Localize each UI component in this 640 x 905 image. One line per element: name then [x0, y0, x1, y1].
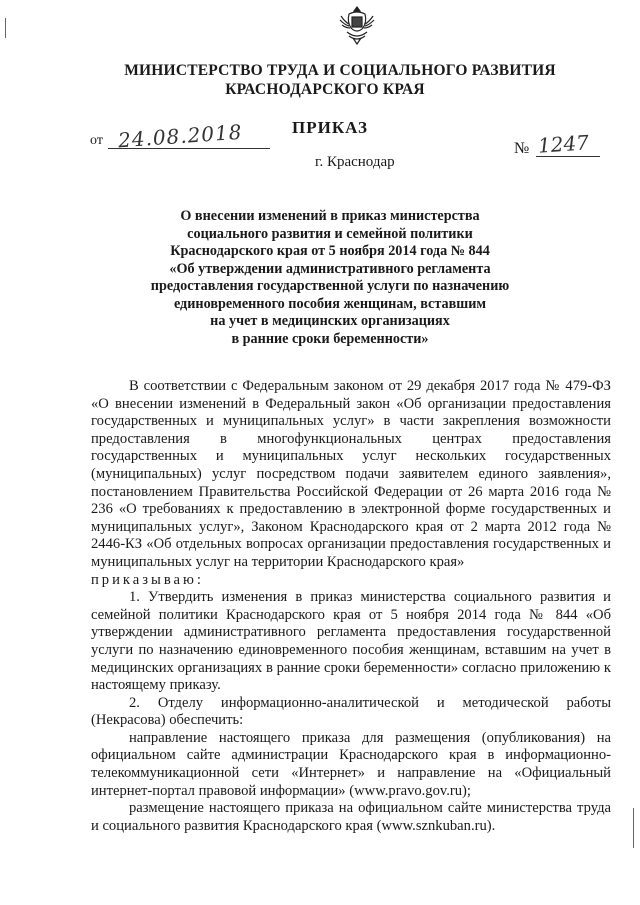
order-title: ПРИКАЗ	[292, 118, 368, 137]
order-body	[91, 378, 611, 835]
subject-line: на учет в медицинских организациях	[210, 313, 450, 329]
scan-margin-mark	[5, 18, 6, 38]
order-word: приказываю:	[91, 571, 204, 588]
order-subject	[140, 208, 520, 348]
item-2a-paragraph: направление настоящего приказа для размещения (опубликования) на официальном сайте администрации Краснодарского края в информационно-телекоммуникационной сети «Интернет» и направление на «Официальный интернет-портал правовой информации» (www.pravo.gov.ru);	[91, 729, 611, 799]
date-underline	[108, 148, 270, 149]
subject-line: единовременного пособия женщинам, вставшим	[173, 295, 487, 312]
handwritten-order-number: 1247	[537, 130, 590, 158]
preamble-text: В соответствии с Федеральным законом от 29 декабря 2017 года № 479-ФЗ «О внесении изменений в Федеральный закон «Об организации предоставления государственных и муниципальных услуг» в части закрепления возможности предоставления в многофункциональных центрах предоставления государственных и муниципальных услуг нескольких государственных (муниципальных) услуг посредством подачи заявителем единого заявления», постановлением Правительства Российской Федерации от 26 марта 2016 года № 236 «О требованиях к предоставлению в электронной форме государственных и муниципальных услуг», Законом Краснодарского края от 2 марта 2012 года № 2446-КЗ «Об отдельных вопросах организации предоставления государственных и муниципальных услуг на территории Краснодарского края»	[91, 378, 611, 570]
subject-line: О внесении изменений в приказ министерства	[180, 208, 480, 224]
date-prefix: от	[90, 133, 103, 148]
order-word-paragraph	[91, 572, 611, 590]
number-prefix: №	[514, 140, 530, 157]
handwritten-date: 24.08.2018	[117, 119, 244, 153]
item-2-paragraph: 2. Отделу информационно-аналитической и методической работы (Некрасова) обеспечить:	[91, 694, 611, 729]
scan-margin-mark	[633, 808, 634, 848]
item-2b-paragraph: размещение настоящего приказа на официальном сайте министерства труда и социального развития Краснодарского края (www.sznkuban.ru).	[91, 800, 611, 834]
coat-of-arms-emblem	[335, 4, 379, 48]
ministry-name-line1: МИНИСТЕРСТВО ТРУДА И СОЦИАЛЬНОГО РАЗВИТИЯ	[124, 62, 556, 79]
city-label: г. Краснодар	[315, 154, 395, 170]
subject-line: Краснодарского края от 5 ноября 2014 года № 844	[170, 243, 490, 259]
subject-line: в ранние сроки беременности»	[231, 330, 429, 347]
subject-line: «Об утверждении административного регламента	[169, 260, 491, 277]
preamble-paragraph	[91, 378, 611, 572]
number-underline	[536, 156, 600, 157]
item-1-paragraph: 1. Утвердить изменения в приказ министерства социального развития и семейной политики Краснодарского края от 5 ноября 2014 года № 844 «Об утверждении административного регламента предоставления государственной услуги по назначению единовременного пособия женщинам, вставшим на учет в медицинских организациях в ранние сроки беременности» согласно приложению к настоящему приказу.	[91, 589, 611, 694]
subject-line: социального развития и семейной политики	[187, 225, 473, 242]
ministry-name-line2: КРАСНОДАРСКОГО КРАЯ	[225, 81, 425, 98]
subject-line: предоставления государственной услуги по назначению	[150, 278, 510, 294]
